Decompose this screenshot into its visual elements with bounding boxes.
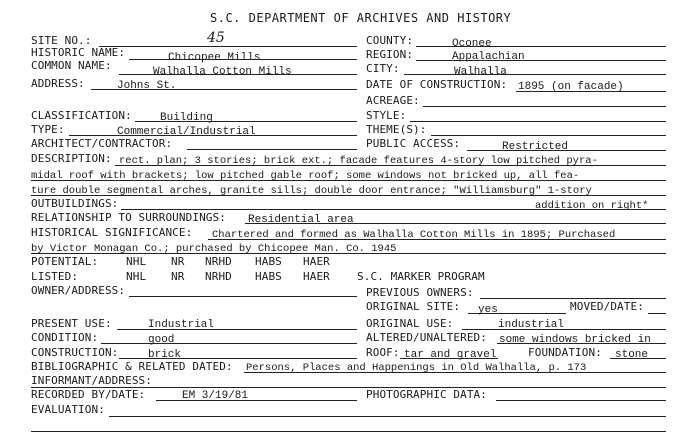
construction-label: CONSTRUCTION: bbox=[31, 346, 119, 359]
moved-date-label: MOVED/DATE: bbox=[570, 300, 644, 313]
description-rule-2 bbox=[31, 180, 666, 181]
bibliographic-value[interactable]: Persons, Places and Happenings in Old Walhalla, p. 173 bbox=[246, 362, 587, 374]
city-line bbox=[404, 74, 666, 75]
previous-owners-label: PREVIOUS OWNERS: bbox=[366, 286, 474, 299]
region-value[interactable]: Appalachian bbox=[452, 51, 525, 63]
original-use-line bbox=[462, 329, 666, 330]
evaluation-line-2 bbox=[31, 431, 666, 432]
original-site-value[interactable]: yes bbox=[478, 304, 498, 316]
description-line-2[interactable]: midal roof with brackets; low pitched gable roof; some windows not bricked up, all fea- bbox=[31, 170, 580, 182]
description-line-1[interactable]: rect. plan; 3 stories; brick ext.; facade features 4-story low pitched pyra- bbox=[119, 155, 598, 167]
type-line bbox=[69, 135, 357, 136]
form-title: S.C. DEPARTMENT OF ARCHIVES AND HISTORY bbox=[210, 11, 512, 25]
original-use-label: ORIGINAL USE: bbox=[366, 317, 454, 330]
roof-value[interactable]: tar and gravel bbox=[404, 349, 497, 361]
classification-label: CLASSIFICATION: bbox=[31, 109, 132, 122]
county-value[interactable]: Oconee bbox=[452, 38, 492, 50]
construction-value[interactable]: brick bbox=[148, 349, 182, 361]
photographic-label: PHOTOGRAPHIC DATA: bbox=[366, 388, 488, 401]
significance-label: HISTORICAL SIGNIFICANCE: bbox=[31, 226, 193, 239]
region-label: REGION: bbox=[366, 48, 414, 61]
potential-haer[interactable]: HAER bbox=[303, 255, 330, 268]
type-label: TYPE: bbox=[31, 123, 65, 136]
owner-line bbox=[129, 296, 357, 297]
county-label: COUNTY: bbox=[366, 34, 414, 47]
architect-label: ARCHITECT/CONTRACTOR: bbox=[31, 137, 173, 150]
relationship-value[interactable]: Residential area bbox=[248, 214, 354, 226]
style-line bbox=[410, 121, 666, 122]
public-access-label: PUBLIC ACCESS: bbox=[366, 137, 461, 150]
outbuildings-label: OUTBUILDINGS: bbox=[31, 197, 119, 210]
marker-program-label: S.C. MARKER PROGRAM bbox=[357, 270, 485, 283]
description-label: DESCRIPTION: bbox=[31, 152, 112, 165]
acreage-label: ACREAGE: bbox=[366, 94, 420, 107]
altered-label: ALTERED/UNALTERED: bbox=[366, 331, 488, 344]
listed-haer[interactable]: HAER bbox=[303, 270, 330, 283]
listed-nrhd[interactable]: NRHD bbox=[205, 270, 232, 283]
original-use-value[interactable]: industrial bbox=[498, 319, 565, 331]
owner-label: OWNER/ADDRESS: bbox=[31, 284, 126, 297]
recorded-value[interactable]: EM 3/19/81 bbox=[182, 390, 249, 402]
condition-label: CONDITION: bbox=[31, 331, 99, 344]
present-use-label: PRESENT USE: bbox=[31, 317, 112, 330]
relationship-line bbox=[245, 223, 666, 224]
description-line-3[interactable]: ture double segmental arches, granite sills; double door entrance; "Williamsburg" 1-story bbox=[31, 185, 592, 197]
potential-nhl[interactable]: NHL bbox=[126, 255, 147, 268]
themes-label: THEME(S): bbox=[366, 123, 427, 136]
county-line bbox=[416, 46, 666, 47]
present-use-value[interactable]: Industrial bbox=[148, 319, 215, 331]
condition-value[interactable]: good bbox=[148, 334, 175, 346]
present-use-line bbox=[117, 329, 357, 330]
outbuildings-line bbox=[121, 209, 666, 210]
historic-name-label: HISTORIC NAME: bbox=[31, 46, 126, 59]
condition-line bbox=[101, 343, 357, 344]
historic-name-line bbox=[129, 59, 357, 60]
site-no-value[interactable]: 45 bbox=[207, 30, 225, 46]
foundation-label: FOUNDATION: bbox=[528, 346, 602, 359]
acreage-line bbox=[423, 106, 666, 107]
listed-label: LISTED: bbox=[31, 270, 79, 283]
city-label: CITY: bbox=[366, 62, 400, 75]
potential-label: POTENTIAL: bbox=[31, 255, 99, 268]
public-access-line bbox=[467, 150, 666, 151]
city-value[interactable]: Walhalla bbox=[454, 66, 507, 78]
site-no-label: SITE NO.: bbox=[31, 34, 92, 47]
address-value[interactable]: Johns St. bbox=[117, 80, 177, 92]
construction-line bbox=[119, 358, 357, 359]
potential-nrhd[interactable]: NRHD bbox=[205, 255, 232, 268]
potential-habs[interactable]: HABS bbox=[255, 255, 282, 268]
original-site-label: ORIGINAL SITE: bbox=[366, 300, 461, 313]
moved-date-line bbox=[648, 313, 666, 314]
date-construction-value[interactable]: 1895 (on facade) bbox=[518, 81, 624, 93]
listed-habs[interactable]: HABS bbox=[255, 270, 282, 283]
significance-rule-2 bbox=[31, 253, 666, 254]
common-name-label: COMMON NAME: bbox=[31, 59, 112, 72]
recorded-label: RECORDED BY/DATE: bbox=[31, 388, 146, 401]
common-name-line bbox=[119, 74, 357, 75]
informant-label: INFORMANT/ADDRESS: bbox=[31, 374, 153, 387]
evaluation-line bbox=[109, 416, 666, 417]
significance-rule-1 bbox=[208, 239, 666, 240]
description-rule-3 bbox=[31, 195, 666, 196]
classification-line bbox=[135, 121, 357, 122]
listed-nr[interactable]: NR bbox=[171, 270, 185, 283]
date-construction-line bbox=[516, 91, 666, 92]
bibliographic-label: BIBLIOGRAPHIC & RELATED DATED: bbox=[31, 360, 233, 373]
common-name-value[interactable]: Walhalla Cotton Mills bbox=[153, 66, 292, 78]
style-label: STYLE: bbox=[366, 109, 407, 122]
recorded-line bbox=[156, 400, 357, 401]
historic-name-value[interactable]: Chicopee Mills bbox=[168, 52, 261, 64]
site-no-line bbox=[99, 46, 357, 47]
bibliographic-line bbox=[244, 372, 666, 373]
type-value[interactable]: Commercial/Industrial bbox=[117, 126, 256, 138]
altered-line bbox=[497, 343, 666, 344]
date-construction-label: DATE OF CONSTRUCTION: bbox=[366, 78, 508, 91]
foundation-value[interactable]: stone bbox=[615, 349, 649, 361]
relationship-label: RELATIONSHIP TO SURROUNDINGS: bbox=[31, 211, 226, 224]
original-site-line bbox=[468, 313, 566, 314]
architect-line bbox=[187, 149, 357, 150]
foundation-line bbox=[610, 358, 666, 359]
themes-line bbox=[431, 135, 666, 136]
address-line bbox=[91, 89, 357, 90]
roof-line bbox=[400, 358, 498, 359]
potential-nr[interactable]: NR bbox=[171, 255, 185, 268]
address-label: ADDRESS: bbox=[31, 77, 85, 90]
listed-nhl[interactable]: NHL bbox=[126, 270, 147, 283]
public-access-value[interactable]: Restricted bbox=[502, 141, 569, 153]
previous-owners-line bbox=[480, 298, 666, 299]
significance-line-1[interactable]: Chartered and formed as Walhalla Cotton Mills in 1895; Purchased bbox=[212, 229, 616, 241]
photographic-line bbox=[496, 400, 666, 401]
classification-value[interactable]: Building bbox=[160, 112, 213, 124]
significance-line-2[interactable]: by Victor Monagan Co.; purchased by Chicopee Man. Co. 1945 bbox=[31, 243, 397, 255]
description-line-4[interactable]: addition on right* bbox=[535, 200, 649, 212]
altered-value[interactable]: some windows bricked in bbox=[499, 334, 651, 346]
roof-label: ROOF: bbox=[366, 346, 400, 359]
evaluation-label: EVALUATION: bbox=[31, 403, 105, 416]
region-line bbox=[416, 60, 666, 61]
description-rule-1 bbox=[115, 165, 666, 166]
